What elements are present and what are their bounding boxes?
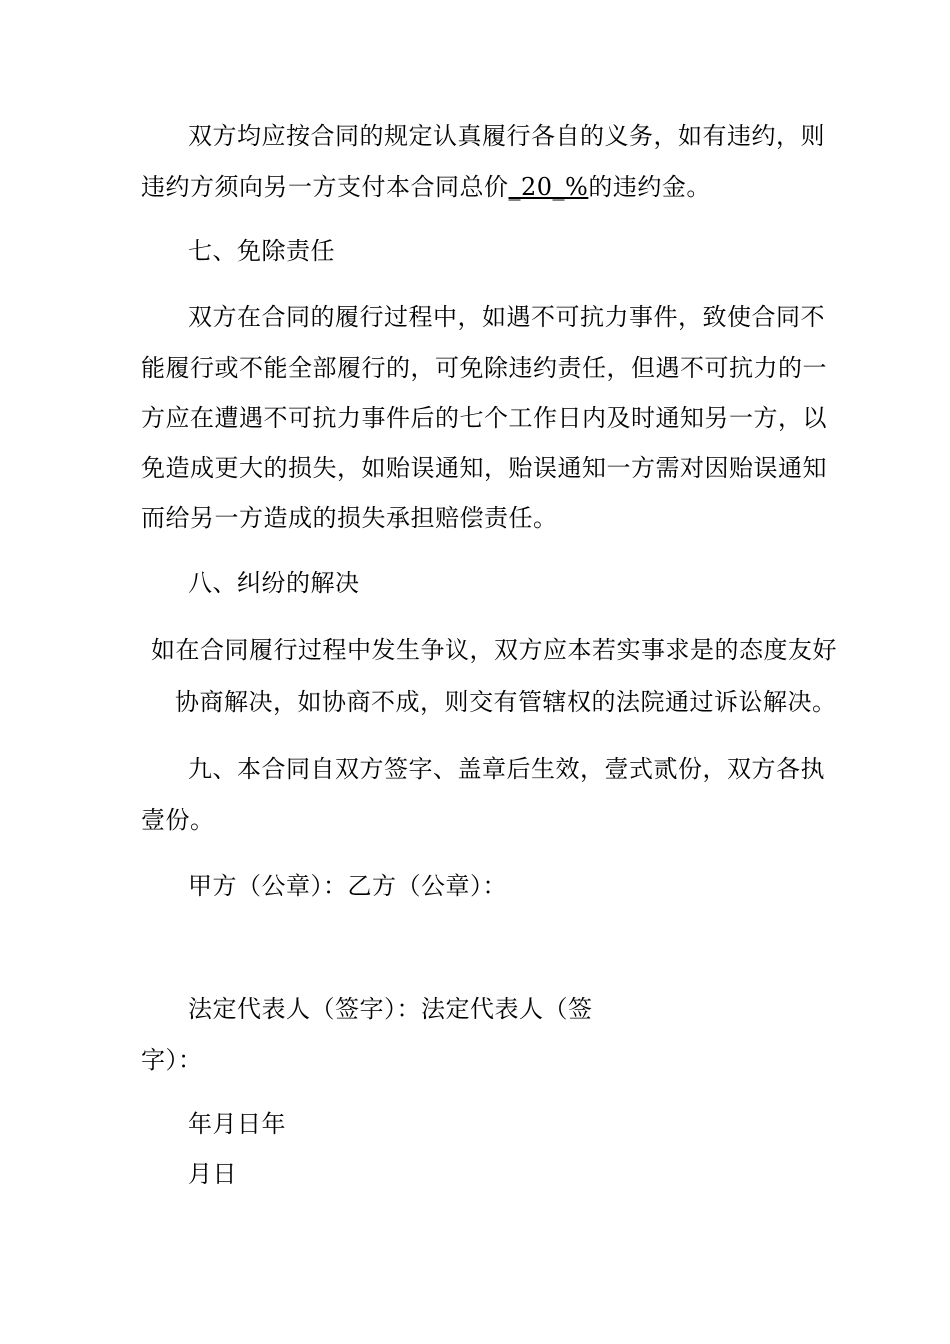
section-heading-dispute: 八、纠纷的解决 <box>188 569 360 597</box>
section-heading-exemption: 七、免除责任 <box>188 237 335 265</box>
exemption-paragraph-line-5: 而给另一方造成的损失承担赔偿责任。 <box>141 504 558 532</box>
effectiveness-clause-line-1: 九、本合同自双方签字、盖章后生效，壹式贰份，双方各执 <box>188 755 825 783</box>
exemption-paragraph-line-2: 能履行或不能全部履行的，可免除违约责任，但遇不可抗力的一 <box>141 354 827 382</box>
date-line-2: 月日 <box>188 1160 237 1188</box>
breach-text-before-rate: 违约方须向另一方支付本合同总价 <box>141 173 509 201</box>
exemption-paragraph-line-3: 方应在遭遇不可抗力事件后的七个工作日内及时通知另一方，以 <box>141 404 827 432</box>
dispute-paragraph-line-1: 如在合同履行过程中发生争议，双方应本若实事求是的态度友好 <box>151 636 837 664</box>
date-line-1: 年月日年 <box>188 1110 286 1138</box>
breach-paragraph-line-2 <box>141 172 711 202</box>
effectiveness-clause-line-2: 壹份。 <box>141 806 215 834</box>
dispute-paragraph-line-2: 协商解决，如协商不成，则交有管辖权的法院通过诉讼解决。 <box>175 688 837 716</box>
breach-paragraph-line-1: 双方均应按合同的规定认真履行各自的义务，如有违约，则 <box>188 122 825 150</box>
breach-text-after-rate: 的违约金。 <box>588 173 711 201</box>
party-seal-line: 甲方（公章）：乙方（公章）： <box>188 872 507 900</box>
exemption-paragraph-line-4: 免造成更大的损失，如贻误通知，贻误通知一方需对因贻误通知 <box>141 454 827 482</box>
legal-rep-signature-line-1: 法定代表人（签字）：法定代表人（签 <box>188 995 593 1023</box>
legal-rep-signature-line-2: 字）： <box>141 1046 203 1074</box>
exemption-paragraph-line-1: 双方在合同的履行过程中，如遇不可抗力事件，致使合同不 <box>188 303 825 331</box>
penalty-rate: _20_% <box>508 173 589 201</box>
